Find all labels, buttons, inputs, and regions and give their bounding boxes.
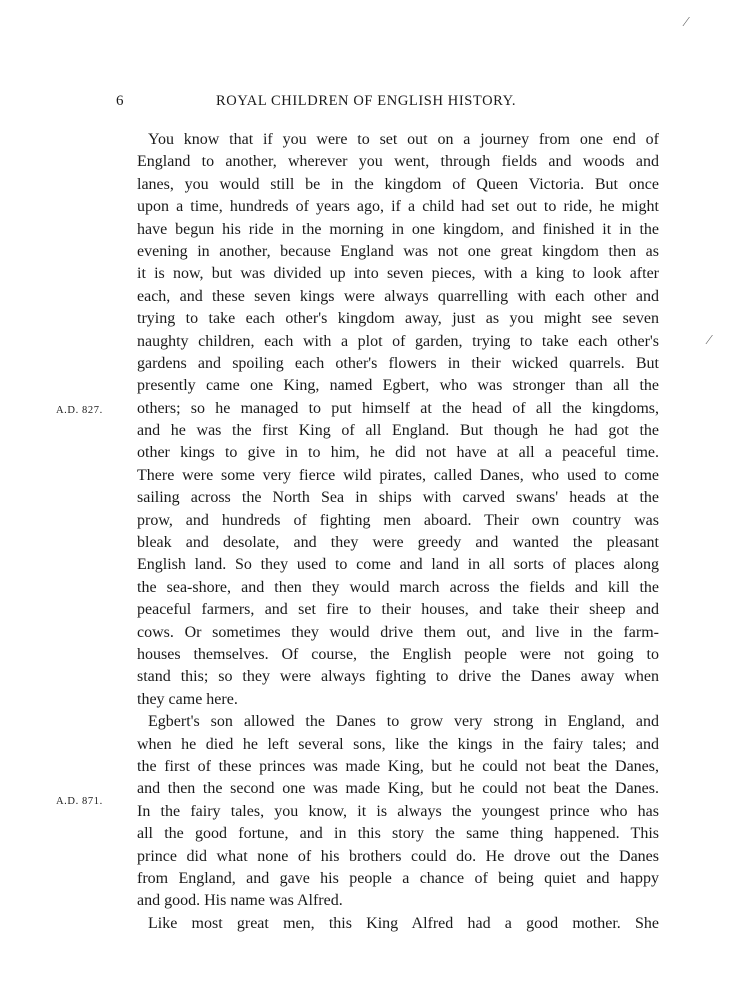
text-line: and good. His name was Alfred.: [137, 892, 343, 910]
text-line: the first of these princes was made King, but he could not beat the Danes,: [137, 757, 659, 775]
text-line: cows. Or sometimes they would drive them out, and live in the farm-: [137, 623, 659, 641]
text-line: from England, and gave his people a chance of being quiet and happy: [137, 869, 659, 887]
text-line: evening in another, because England was not one great kingdom then as: [137, 242, 659, 260]
text-line: upon a time, hundreds of years ago, if a child had set out to ride, he might: [137, 198, 659, 216]
text-line: lanes, you would still be in the kingdom of Queen Victoria. But once: [137, 175, 659, 193]
text-line: Egbert's son allowed the Danes to grow very strong in England, and: [148, 713, 659, 731]
page-number: 6: [116, 93, 124, 109]
text-line: sailing across the North Sea in ships with carved swans' heads at the: [137, 489, 659, 507]
margin-note-ad-871: A.D. 871.: [56, 796, 103, 807]
text-line: Like most great men, this King Alfred had a good mother. She: [148, 914, 659, 932]
margin-tick-mark: ⁄: [685, 15, 688, 30]
text-line: it is now, but was divided up into seven pieces, with a king to look after: [137, 265, 659, 283]
text-line: trying to take each other's kingdom away, just as you might see seven: [137, 310, 659, 328]
page-header: [0, 93, 737, 115]
text-line: bleak and desolate, and they were greedy and wanted the pleasant: [137, 534, 659, 552]
margin-tick-mark: ⁄: [708, 333, 711, 348]
text-line: You know that if you were to set out on a journey from one end of: [148, 131, 659, 148]
text-line: they came here.: [137, 690, 238, 708]
running-head: ROYAL CHILDREN OF ENGLISH HISTORY.: [216, 93, 517, 109]
text-line: and then the second one was made King, but he could not beat the Danes.: [137, 780, 659, 798]
text-line: houses themselves. Of course, the English people were not going to: [137, 645, 659, 663]
text-line: all the good fortune, and in this story the same thing happened. This: [137, 825, 659, 843]
text-line: peaceful farmers, and set fire to their houses, and take their sheep and: [137, 601, 659, 619]
text-line: In the fairy tales, you know, it is always the youngest prince who has: [137, 802, 659, 820]
text-line: the sea-shore, and then they would march across the fields and kill the: [137, 578, 659, 596]
text-line: English land. So they used to come and land in all sorts of places along: [137, 556, 659, 574]
text-line: when he died he left several sons, like the kings in the fairy tales; and: [137, 735, 659, 753]
text-line: others; so he managed to put himself at the head of all the kingdoms,: [137, 399, 659, 417]
text-line: stand this; so they were always fighting to drive the Danes away when: [137, 668, 659, 686]
text-line: other kings to give in to him, he did not have at all a peaceful time.: [137, 444, 659, 462]
text-line: gardens and spoiling each other's flowers in their wicked quarrels. But: [137, 354, 659, 372]
text-line: prince did what none of his brothers could do. He drove out the Danes: [137, 847, 659, 865]
body-text: [137, 129, 659, 935]
text-line: have begun his ride in the morning in one kingdom, and finished it in the: [137, 220, 659, 238]
text-line: each, and these seven kings were always quarrelling with each other and: [137, 287, 659, 305]
text-line: naughty children, each with a plot of garden, trying to take each other's: [137, 332, 659, 350]
text-line: England to another, wherever you went, through fields and woods and: [137, 153, 659, 171]
margin-note-ad-827: A.D. 827.: [56, 405, 103, 416]
text-line: prow, and hundreds of fighting men aboard. Their own country was: [137, 511, 659, 529]
text-line: There were some very fierce wild pirates, called Danes, who used to come: [137, 466, 659, 484]
text-line: and he was the first King of all England. But though he had got the: [137, 422, 659, 440]
text-line: presently came one King, named Egbert, who was stronger than all the: [137, 377, 659, 395]
